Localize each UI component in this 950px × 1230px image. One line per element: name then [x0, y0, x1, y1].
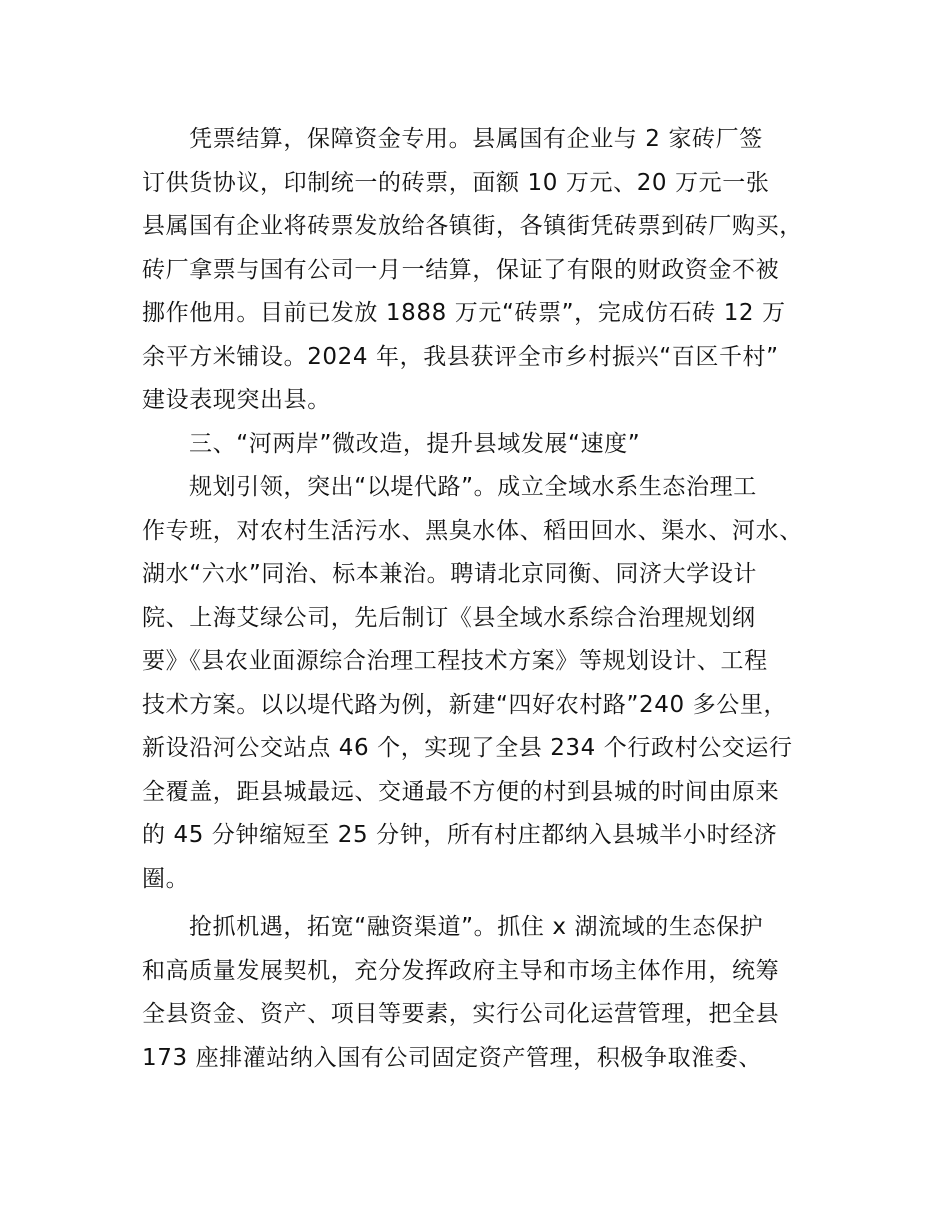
text-line: 全覆盖，距县城最远、交通最不方便的村到县城的时间由原来	[142, 778, 780, 805]
section-heading-3	[142, 423, 832, 467]
text-line: 抢抓机遇，拓宽“融资渠道”。抓住 x 湖流域的生态保护	[189, 914, 764, 940]
text-line: 县属国有企业将砖票发放给各镇街，各镇街凭砖票到砖厂购买，	[142, 213, 803, 239]
text-line: 的 45 分钟缩短至 25 分钟，所有村庄都纳入县城半小时经济	[142, 822, 778, 848]
paragraph-brick-ticket	[142, 118, 832, 423]
text-line: 凭票结算，保障资金专用。县属国有企业与 2 家砖厂签	[189, 126, 763, 152]
document-page	[142, 118, 832, 1080]
text-line: 技术方案。以以堤代路为例，新建“四好农村路”240 多公里，	[142, 691, 788, 718]
text-line: 湖水“六水”同治、标本兼治。聘请北京同衡、同济大学设计	[142, 561, 758, 587]
heading-line: 三、“河两岸”微改造，提升县域发展“速度”	[189, 430, 641, 457]
text-line: 新设沿河公交站点 46 个，实现了全县 234 个行政村公交运行	[142, 735, 793, 761]
text-line: 圈。	[142, 865, 190, 892]
text-line: 院、上海艾绿公司，先后制订《县全域水系综合治理规划纲	[142, 604, 756, 631]
text-line: 余平方米铺设。2024 年，我县获评全市乡村振兴“百区千村”	[142, 343, 779, 370]
text-line: 要》《县农业面源综合治理工程技术方案》等规划设计、工程	[142, 648, 768, 674]
paragraph-financing	[142, 906, 832, 1080]
text-line: 挪作他用。目前已发放 1888 万元“砖票”，完成仿石砖 12 万	[142, 300, 786, 326]
text-line: 规划引领，突出“以堤代路”。成立全域水系生态治理工	[189, 474, 757, 500]
text-line: 全县资金、资产、项目等要素，实行公司化运营管理，把全县	[142, 1001, 780, 1027]
text-line: 173 座排灌站纳入国有公司固定资产管理，积极争取淮委、	[142, 1044, 763, 1071]
text-line: 建设表现突出县。	[142, 387, 331, 413]
paragraph-planning	[142, 466, 832, 901]
text-line: 作专班，对农村生活污水、黑臭水体、稻田回水、渠水、河水、	[142, 517, 803, 544]
text-line: 和高质量发展契机，充分发挥政府主导和市场主体作用，统筹	[142, 957, 780, 984]
text-line: 砖厂拿票与国有公司一月一结算，保证了有限的财政资金不被	[142, 256, 780, 283]
text-line: 订供货协议，印制统一的砖票，面额 10 万元、20 万元一张	[142, 169, 770, 196]
